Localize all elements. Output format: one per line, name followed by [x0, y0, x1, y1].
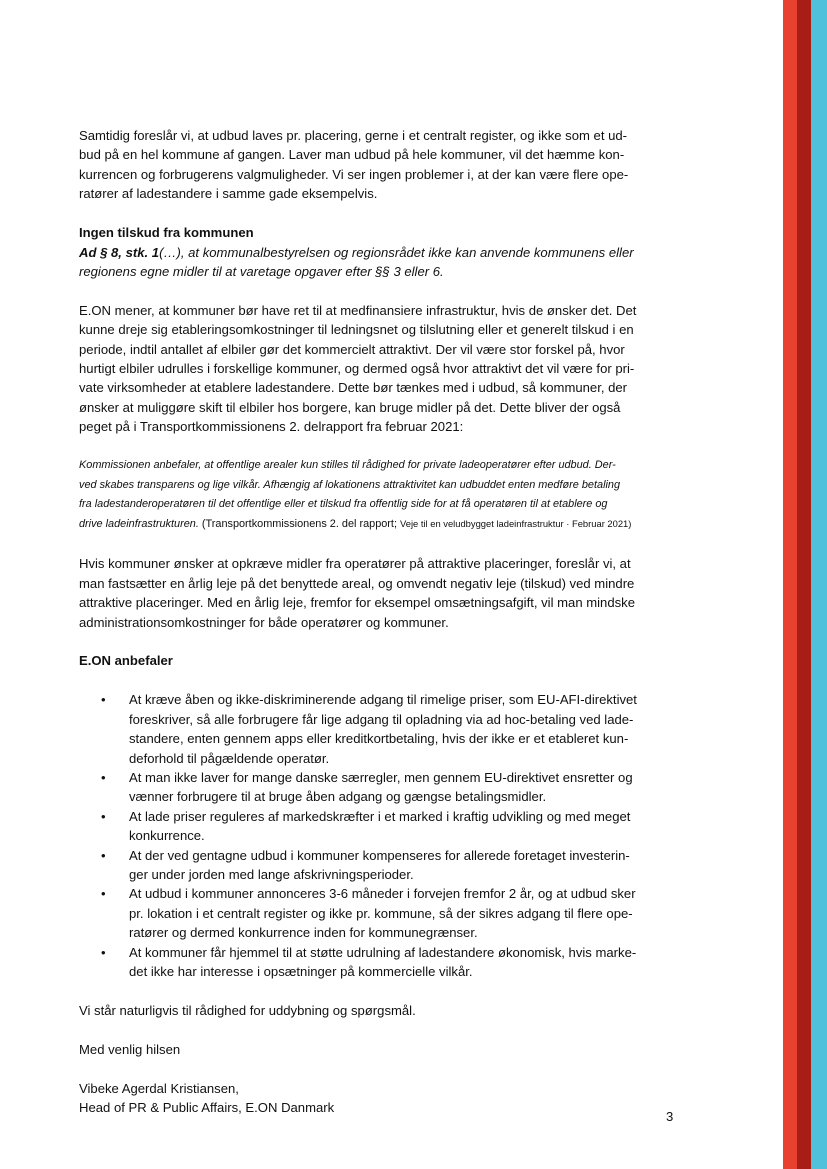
bullet-icon: •: [101, 944, 106, 960]
list-item: • At lade priser reguleres af markedskræfter i et marked i kraftig udvikling og med meget konkurrence.: [101, 808, 631, 844]
bullet-icon: •: [101, 847, 106, 863]
bullet-icon: •: [101, 769, 106, 785]
list-item: • At udbud i kommuner annonceres 3-6 måneder i forvejen fremfor 2 år, og at udbud sker pr. lokation i et centralt register og ikke pr. kommune, så der sikres adgang til flere ope- ratører og dermed konkurrence inden for kommunegrænser.: [101, 886, 636, 941]
availability-line: Vi står naturligvis til rådighed for uddybning og spørgsmål.: [79, 1002, 416, 1018]
signer-name: Vibeke Agerdal Kristiansen,: [79, 1080, 239, 1096]
stripe-blue: [811, 0, 827, 1169]
greeting: Med venlig hilsen: [79, 1041, 181, 1057]
rent-paragraph: Hvis kommuner ønsker at opkræve midler fra operatører på attraktive placeringer, foreslår vi, at man fastsætter en årlig leje på det benyttede areal, og omvendt negativ leje (tilskud) ved mindre attraktive placeringer. Med en årlig leje, fremfor for eksempel omsætningsafgift, vil man mindske administrationsomkostninger for både operatører og kommuner.: [79, 556, 635, 630]
section-heading-recommendations: E.ON anbefaler: [79, 653, 173, 669]
bullet-icon: •: [101, 808, 106, 824]
list-item: • At der ved gentagne udbud i kommuner kompenseres for allerede foretaget investerin- ger under jorden med lange afskrivningsperioder.: [101, 847, 630, 882]
section-heading-no-subsidy: Ingen tilskud fra kommunen: [79, 225, 254, 241]
list-item: • At kræve åben og ikke-diskriminerende adgang til rimelige priser, som EU-AFI-direktivet foreskriver, så alle forbrugere får lige adgang til opladning via ad hoc-betaling ved lade- standere, enten gennem apps eller kreditkortbetaling, hvis der ikke er et etableret kun- deforhold til pågældende operatør.: [101, 692, 637, 766]
intro-paragraph: Samtidig foreslår vi, at udbud laves pr. placering, gerne i et centralt register, og ikke som et ud- bud på en hel kommune af gangen. Laver man udbud på hele kommuner, vil det hæmme kon- kurrencen og forbrugerens valgmuligheder. Vi ser ingen problemer i, at der kan være flere ope- ratører af ladestandere i samme gade eksempelvis.: [79, 128, 629, 202]
recommendation-list: [79, 690, 671, 981]
list-item: • At man ikke laver for mange danske særregler, men gennem EU-direktivet ensretter og vænner forbrugere til at bruge åben adgang og gængse betalingsmidler.: [101, 769, 633, 805]
list-item: • At kommuner får hjemmel til at støtte udrulning af ladestandere økonomisk, hvis marke- det ikke har interesse i opsætninger på kommercielle vilkår.: [101, 944, 637, 980]
cofinancing-paragraph: E.ON mener, at kommuner bør have ret til at medfinansiere infrastruktur, hvis de ønsker det. Det kunne dreje sig etableringsomkostninger til ledningsnet og tilslutning eller et generelt tilskud i en periode, indtil antallet af elbiler gør det kommercielt attraktivt. Der vil være stor forskel på, hvor hurtigt elbiler udrulles i forskellige kommuner, og dermed også hvor attraktivt det vil være for pri- vate virksomheder at etablere ladestandere. Dette bør tænkes med i udbud, så kommuner, der ønsker at muliggøre skift til elbiler hos borgere, kan bruge midler på det. Dette bliver der også peget på i Transportkommissionens 2. delrapport fra februar 2021:: [79, 302, 637, 435]
stripe-dark-red: [797, 0, 811, 1169]
stripe-red: [783, 0, 797, 1169]
letter-body: [79, 126, 671, 1118]
signer-title: Head of PR & Public Affairs, E.ON Danmark: [79, 1100, 335, 1116]
law-reference: Ad § 8, stk. 1(…), at kommunalbestyrelsen og regionsrådet ikke kan anvende kommunens eller regionens egne midler til at varetage opgaver efter §§ 3 eller 6.: [79, 244, 634, 279]
signature-block: [79, 1079, 671, 1118]
bullet-icon: •: [101, 886, 106, 902]
page-number: 3: [666, 1109, 674, 1124]
bullet-icon: •: [101, 692, 106, 708]
brand-stripes: [783, 0, 827, 1169]
commission-quote: Kommissionen anbefaler, at offentlige arealer kun stilles til rådighed for private ladeoperatører efter udbud. Der- ved skabes transparens og lige vilkår. Afhængig af lokationens attraktivitet kan udbuddet enten medføre betaling fra ladestanderoperatøren til det offentlige eller et tilskud fra offentlig side for at få operatøren til at etablere og drive ladeinfrastrukturen. (Transportkommissionens 2. del rapport; Veje til en veludbygget ladeinfrastruktur · Februar 2021): [79, 459, 632, 531]
